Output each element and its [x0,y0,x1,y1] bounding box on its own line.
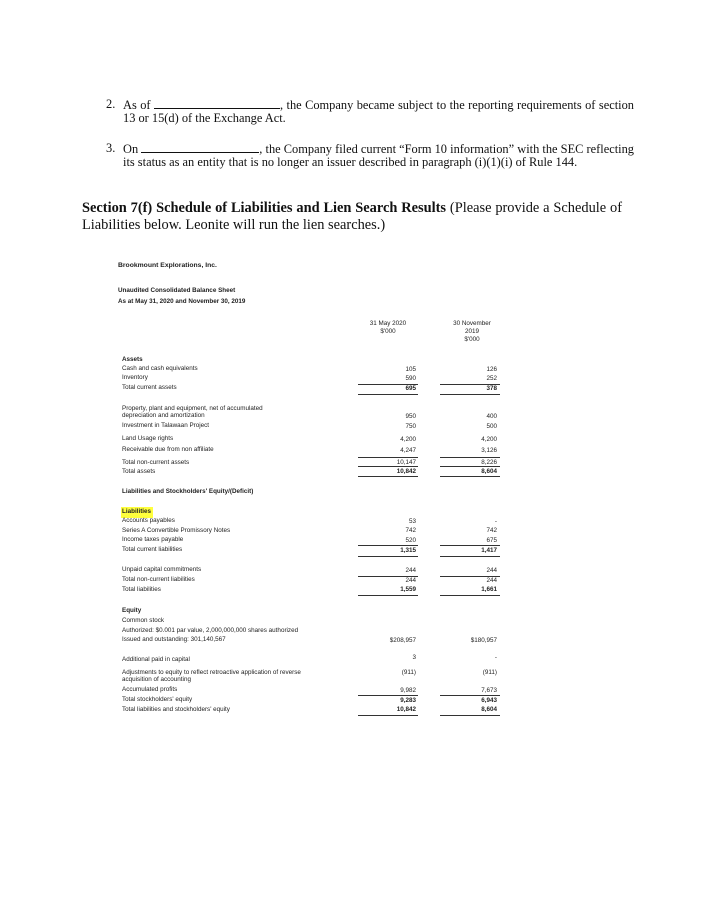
row-value-2019: 675 [486,537,497,544]
liabilities-heading: Liabilities [121,508,153,516]
row-label-cont: acquisition of accounting [122,676,191,683]
row-value-2019: 1,661 [481,586,497,593]
row-label: Accumulated profits [122,686,178,693]
rule [358,545,418,546]
row-label: Accounts payables [122,517,175,524]
row-label: Total stockholders' equity [122,696,193,703]
rule [358,595,418,596]
row-value-2019: 8,604 [481,468,497,475]
issued-line: Issued and outstanding: 301,140,567 [122,636,226,643]
row-value-2020: 4,247 [400,447,416,454]
company-name: Brookmount Explorations, Inc. [118,262,217,269]
row-value-2020: 695 [405,385,416,392]
row-value-2020: 10,842 [396,468,416,475]
item-text-before: As of [123,98,151,112]
col2-year: 2019 [464,328,479,335]
rule [440,466,500,467]
row-label: Income taxes payable [122,536,184,543]
row-value-2020: 4,200 [400,436,416,443]
row-value-2020: 742 [405,527,416,534]
sheet-title: Unaudited Consolidated Balance Sheet [118,287,236,294]
rule [440,394,500,395]
row-label: Total liabilities [122,586,161,593]
issued-value-2019: $180,957 [470,637,497,644]
section-heading: Section 7(f) Schedule of Liabilities and Lien Search Results [82,200,447,216]
row-value-2019: 1,417 [481,547,497,554]
row-label: Cash and cash equivalents [122,365,198,372]
row-label: Total liabilities and stockholders' equity [122,706,230,713]
row-value-2019: 8,226 [481,459,497,466]
row-value-2020: 10,842 [396,706,416,713]
item-number: 3. [106,141,116,155]
rule [440,695,500,696]
row-value-2020: 9,283 [400,697,416,704]
row-label: Total current assets [122,384,177,391]
row-value-2020: 10,147 [396,459,416,466]
row-label: Total non-current liabilities [122,576,195,583]
row-label: Receivable due from non affiliate [122,446,214,453]
row-value-2019: 4,200 [481,436,497,443]
equity-heading: Equity [122,607,142,614]
rule [440,545,500,546]
item-text-after: , the Company became subject to the reporting requirements of section 13 or 15(d) of the Exchange Act. [123,98,634,125]
rule [440,476,500,477]
row-value-2020: 53 [408,518,416,525]
rule [440,595,500,596]
sheet-subtitle: As at May 31, 2020 and November 30, 2019 [118,298,246,305]
row-value-2019: (911) [482,669,497,676]
rule [358,476,418,477]
row-value-2019: 244 [486,577,497,584]
item-text-before: On [123,142,139,156]
liabilities-equity-heading: Liabilities and Stockholders' Equity/(Deficit) [122,488,254,495]
rule [358,457,418,458]
row-label: Total current liabilities [122,546,183,553]
row-value-2019: 8,604 [481,706,497,713]
item-text-after: , the Company filed current “Form 10 information” with the SEC reflecting its status as an entity that is no longer an issuer described in paragraph (i)(1)(i) of Rule 144. [123,142,634,169]
row-value-2020: 520 [405,537,416,544]
row-value-2020: 950 [405,413,416,420]
rule [358,466,418,467]
col2-unit: $'000 [464,336,480,343]
row-value-2019: 126 [486,366,497,373]
row-value-2020: 244 [405,567,416,574]
row-label: Total assets [122,468,156,475]
row-value-2019: - [494,654,497,661]
row-label: Inventory [122,374,148,381]
row-value-2019: 400 [486,413,497,420]
row-value-2019: 3,126 [481,447,497,454]
rule [440,457,500,458]
authorized-line: Authorized: $0.001 par value, 2,000,000,000 shares authorized [122,627,299,634]
row-label: Property, plant and equipment, net of accumulated [122,405,263,412]
row-value-2019: 500 [486,423,497,430]
section-text: (Please provide a Schedule of Liabilities below. Leonite will run the lien searches.) [82,200,622,233]
col2-date: 30 November [453,320,491,327]
row-value-2020: 1,559 [400,586,416,593]
row-value-2019: 252 [486,375,497,382]
rule [440,556,500,557]
col1-unit: $'000 [380,328,396,335]
row-value-2020: 1,315 [400,547,416,554]
row-value-2019: 7,673 [481,687,497,694]
row-label: Series A Convertible Promissory Notes [122,527,231,534]
row-value-2020: 105 [405,366,416,373]
row-value-2020: 244 [405,577,416,584]
row-value-2019: 6,943 [481,697,497,704]
rule [358,556,418,557]
rule [440,715,500,716]
col1-date: 31 May 2020 [369,320,407,327]
row-label: Unpaid capital commitments [122,566,202,573]
rule [358,394,418,395]
row-value-2019: - [494,518,497,525]
row-label: Total non-current assets [122,459,190,466]
rule [358,715,418,716]
row-label: Additional paid in capital [122,656,190,663]
assets-heading: Assets [122,356,143,363]
issued-value-2020: $208,957 [389,637,416,644]
row-value-2020: 750 [405,423,416,430]
common-stock-label: Common stock [122,617,164,624]
row-value-2020: 590 [405,375,416,382]
row-value-2019: 378 [486,385,497,392]
row-value-2020: (911) [401,669,416,676]
row-value-2019: 244 [486,567,497,574]
item-number: 2. [106,97,116,111]
row-label-cont: depreciation and amortization [122,412,205,419]
row-label: Land Usage rights [122,435,174,442]
rule [358,695,418,696]
row-label: Investment in Talawaan Project [122,422,210,429]
row-value-2019: 742 [486,527,497,534]
row-value-2020: 3 [412,654,416,661]
row-label: Adjustments to equity to reflect retroactive application of reverse [122,669,301,676]
row-value-2020: 9,982 [400,687,416,694]
